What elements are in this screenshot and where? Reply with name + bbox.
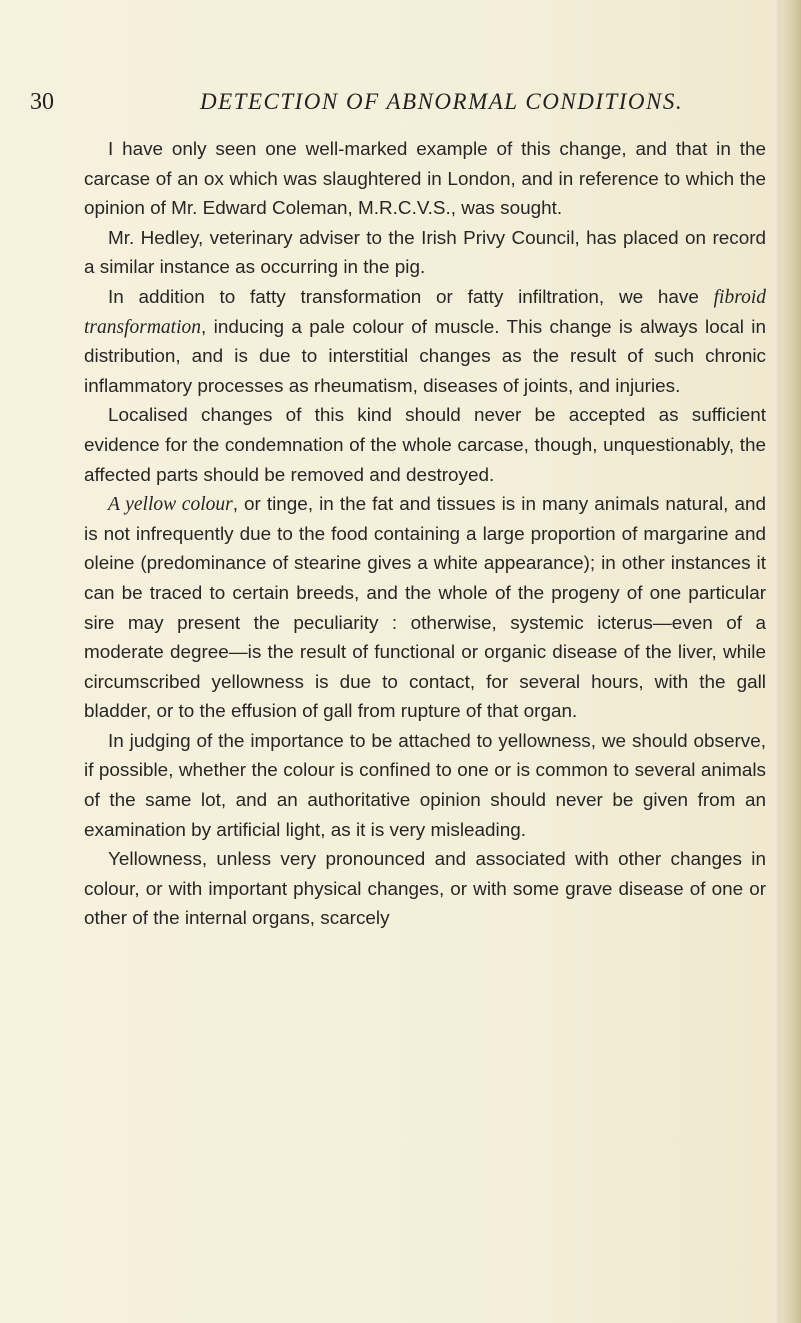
paragraph-localised: Localised changes of this kind should never be accepted as sufficient evidence for the condemnation of the whole carcase, though, unquestionably, the affected parts should be removed and destroyed. bbox=[84, 405, 766, 486]
page-header bbox=[30, 86, 760, 118]
paragraph-judging: In judging of the importance to be attached to yellowness, we should observe, if possible, whether the colour is confined to one or is common to several animals of the same lot, and an authoritative opinion should never be given from an examination by artificial light, as it is very misleading. bbox=[84, 730, 766, 841]
paragraph-ox-example: I have only seen one well-marked example of this change, and that in the carcase of an ox which was slaughtered in London, and in reference to which the opinion of Mr. Edward Coleman, M.R.C.V.S., was sought. bbox=[84, 139, 766, 220]
paragraph-yellow-colour-rest: , or tinge, in the fat and tissues is in many animals natural, and is not infrequently due to the food containing a large proportion of margarine and oleine (predominance of stearine gives a white appearance); in other instances it can be traced to certain breeds, and the whole of the progeny of one particular sire may present the peculiarity : otherwise, systemic icterus—even of a moderate degree—is the result of functional or organic disease of the liver, while circumscribed yellowness is due to contact, for several hours, with the gall bladder, or to the effusion of gall from rupture of that organ. bbox=[84, 494, 766, 723]
running-title: DETECTION OF ABNORMAL CONDITIONS. bbox=[200, 89, 684, 114]
paragraph-hedley: Mr. Hedley, veterinary adviser to the Irish Privy Council, has placed on record a similar instance as occurring in the pig. bbox=[84, 227, 766, 279]
page-edge bbox=[781, 0, 801, 1323]
paragraph-fibroid bbox=[84, 283, 766, 401]
paragraph-fibroid-lead: In addition to fatty transformation or fatty infiltration, we have bbox=[108, 286, 714, 308]
page-number: 30 bbox=[30, 89, 54, 115]
paragraph-fibroid-rest: , inducing a pale colour of muscle. This change is always local in distribution, and is due to interstitial changes as the result of such chronic inflammatory processes as rheumatism, diseases of joints, and injuries. bbox=[84, 316, 766, 397]
paragraph-yellowness: Yellowness, unless very pronounced and associated with other changes in colour, or with important physical changes, or with some grave disease of one or other of the internal organs, scarcely bbox=[84, 849, 766, 930]
paragraph-yellow-colour bbox=[84, 490, 766, 727]
fibroid-transformation-term: fibroid transformation bbox=[84, 286, 766, 338]
yellow-colour-term: A yellow colour bbox=[108, 494, 233, 516]
body-text bbox=[84, 135, 766, 934]
